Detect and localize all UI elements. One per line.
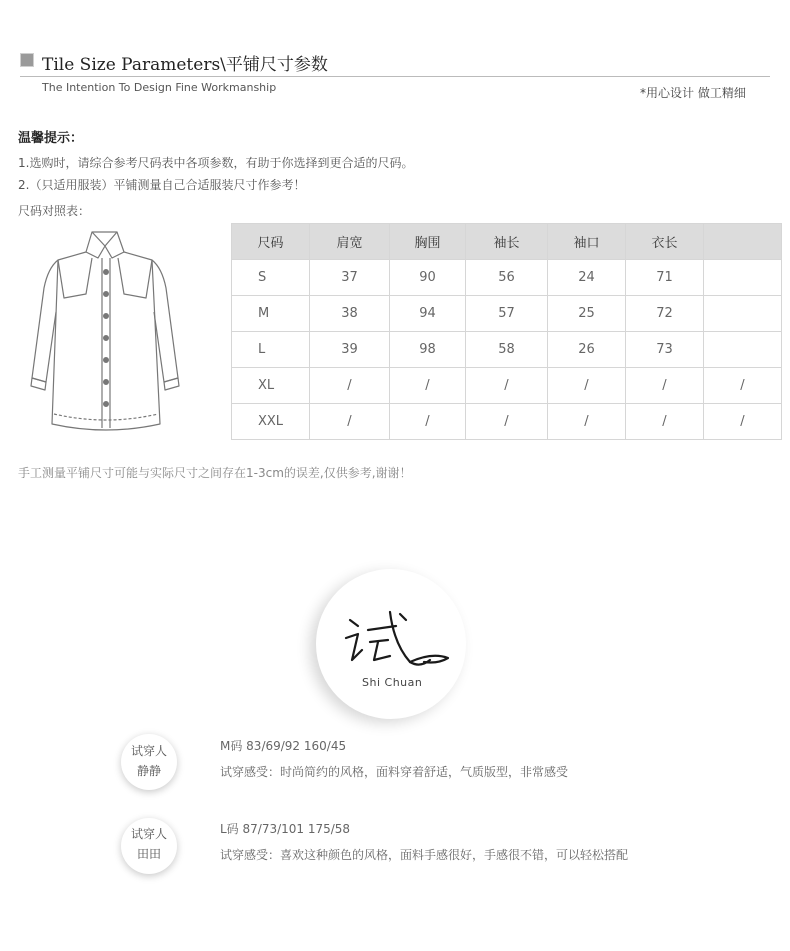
table-cell: /: [704, 368, 782, 404]
model-feedback: 试穿感受：喜欢这种颜色的风格，面料手感很好，手感很不错，可以轻松搭配: [220, 848, 629, 862]
measurement-note: 手工测量平铺尺寸可能与实际尺寸之间存在1-3cm的误差,仅供参考,谢谢！: [18, 466, 412, 480]
table-cell: 26: [548, 332, 626, 368]
table-cell: L: [232, 332, 310, 368]
table-cell: 94: [390, 296, 466, 332]
size-chart-label: 尺码对照表：: [18, 204, 91, 218]
table-cell: XXL: [232, 404, 310, 440]
table-cell: 37: [310, 260, 390, 296]
table-row: [232, 368, 782, 404]
header-square-icon: [20, 53, 34, 67]
table-cell: 25: [548, 296, 626, 332]
table-cell: /: [466, 404, 548, 440]
table-cell: 72: [626, 296, 704, 332]
coat-illustration: [22, 228, 187, 440]
column-header: 肩宽: [310, 224, 390, 260]
header-divider: [20, 76, 770, 77]
table-cell: /: [310, 404, 390, 440]
model-badge-label: 试穿人: [130, 827, 167, 841]
table-cell: 90: [390, 260, 466, 296]
model-feedback: 试穿感受：时尚简约的风格，面料穿着舒适，气质版型，非常感受: [220, 765, 569, 779]
table-cell: 71: [626, 260, 704, 296]
table-row: [232, 404, 782, 440]
table-row: [232, 332, 782, 368]
table-cell: 57: [466, 296, 548, 332]
table-cell: XL: [232, 368, 310, 404]
table-cell: /: [466, 368, 548, 404]
table-cell: [704, 296, 782, 332]
table-cell: /: [548, 404, 626, 440]
table-cell: 58: [466, 332, 548, 368]
column-header: 袖口: [548, 224, 626, 260]
column-header: [704, 224, 782, 260]
header-slogan: *用心设计 做工精细: [640, 86, 746, 100]
column-header: 袖长: [466, 224, 548, 260]
model-size-info: M码 83/69/92 160/45: [220, 739, 347, 753]
model-size-info: L码 87/73/101 175/58: [220, 822, 351, 836]
tip-item: 1.选购时，请综合参考尺码表中各项参数，有助于你选择到更合适的尺码。: [18, 156, 414, 170]
table-cell: S: [232, 260, 310, 296]
tip-item: 2.（只适用服装）平铺测量自己合适服装尺寸作参考！: [18, 178, 306, 192]
table-cell: 24: [548, 260, 626, 296]
table-cell: 98: [390, 332, 466, 368]
model-badge-label: 试穿人: [130, 744, 167, 758]
table-cell: /: [390, 368, 466, 404]
table-cell: 73: [626, 332, 704, 368]
table-cell: /: [626, 368, 704, 404]
table-cell: /: [390, 404, 466, 440]
table-cell: /: [310, 368, 390, 404]
table-cell: 56: [466, 260, 548, 296]
table-row: [232, 260, 782, 296]
model-name: 田田: [136, 847, 161, 861]
model-name: 静静: [136, 764, 161, 778]
table-cell: 39: [310, 332, 390, 368]
column-header: 衣长: [626, 224, 704, 260]
table-header-row: [232, 224, 782, 260]
signature-handwriting: [340, 604, 460, 674]
table-row: [232, 296, 782, 332]
column-header: 胸围: [390, 224, 466, 260]
column-header: 尺码: [232, 224, 310, 260]
tips-title: 温馨提示：: [18, 131, 84, 146]
table-cell: [704, 260, 782, 296]
table-cell: M: [232, 296, 310, 332]
signature-name: Shi Chuan: [362, 676, 423, 689]
section-title: Tile Size Parameters\平铺尺寸参数: [42, 55, 328, 75]
table-cell: [704, 332, 782, 368]
section-subtitle: The Intention To Design Fine Workmanship: [42, 81, 277, 94]
table-cell: 38: [310, 296, 390, 332]
table-cell: /: [704, 404, 782, 440]
size-table: [231, 223, 782, 440]
table-cell: /: [548, 368, 626, 404]
table-cell: /: [626, 404, 704, 440]
